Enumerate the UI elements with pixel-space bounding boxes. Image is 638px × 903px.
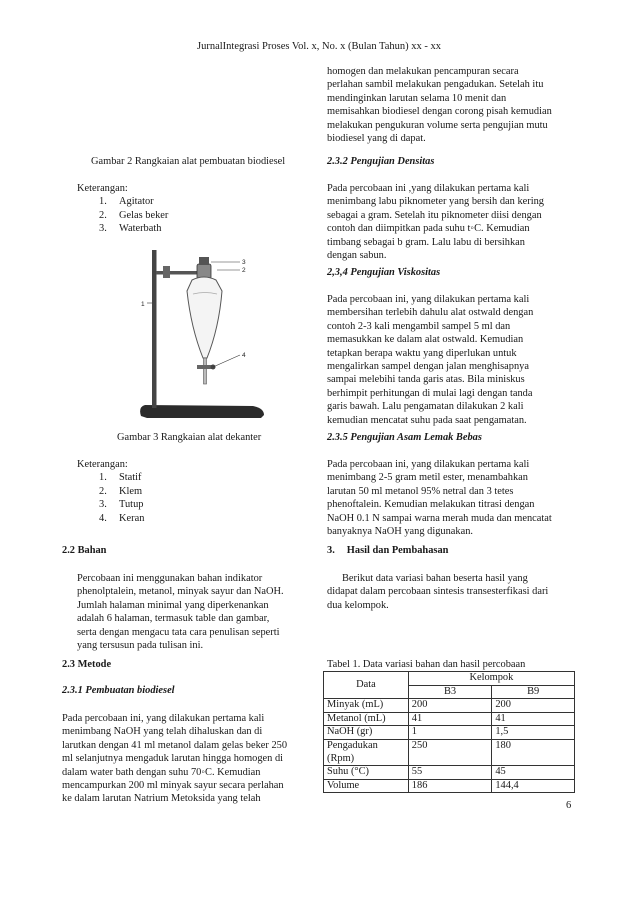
legend-item: 3. Tutup (99, 499, 144, 511)
label-3: 3 (242, 259, 246, 266)
figure-3-caption: Gambar 3 Rangkaian alat dekanter (117, 432, 262, 443)
stand-base (140, 405, 264, 418)
figure-3-legend (77, 458, 144, 525)
legend-item: 1. Agitator (99, 196, 154, 208)
legend-item: 3. Waterbath (99, 223, 162, 235)
table-1-caption: Tabel 1. Data variasi bahan dan hasil percobaan (327, 659, 526, 670)
label-1: 1 (141, 301, 145, 308)
section-heading-hasil (327, 545, 448, 556)
hasil-paragraph: Berikut data variasi bahan beserta hasil yang didapat dalam percobaan sintesis transesterfikasi dari dua kelompok. (327, 573, 549, 611)
stopper (199, 257, 209, 265)
results-table (323, 671, 575, 793)
viskositas-paragraph: Pada percobaan ini, yang dilakukan pertama kali membersihan terlebih dahulu alat ostwald dengan contoh 2-3 kali mengambil sampel 5 ml dan memasukkan ke dalam alat ostwald. Kemudian tetapkan berapa waktu yang diperlukan untuk mengalirkan sampel dengan jalan menghisapnya sampai melebihi tanda garis atas. Bila miniskus berhimpit perhitungan di mulai lagi dengan tanda garis bawah. Lalu pengamatan dilakukan 2 kali kemudian mencatat suhu pada saat pengamatan. (327, 294, 534, 426)
table-row: Volume 186 144,4 (324, 779, 575, 793)
label-2: 2 (242, 267, 246, 274)
table-header-b9: B9 (492, 685, 575, 699)
clamp-boss (163, 266, 170, 278)
asam-lemak-paragraph: Pada percobaan ini, yang dilakukan pertama kali menimbang 2-5 gram metil ester, menambahkan larutan 50 ml metanol 95% netral dan 3 tetes phenoftalein. Kemudian melakukan titrasi dengan NaOH 0.1 N sampai warna merah muda dan mencatat banyaknya NaOH yang digunakan. (327, 459, 552, 538)
section-heading-metode: 2.3 Metode (62, 659, 112, 670)
running-header: JurnalIntegrasi Proses Vol. x, No. x (Bulan Tahun) xx - xx (197, 41, 441, 52)
biodiesel-paragraph-continued: homogen dan melakukan pencampuran secara perlahan sambil melakukan pengadukan. Setelah itu mendinginkan larutan selama 10 menit dan memisahkan biodiesel dengan corong pisah kemudian melakukan pengukuran volume serta pengujian mutu biodiesel yang di dapat. (327, 66, 552, 145)
figure-2-caption: Gambar 2 Rangkaian alat pembuatan biodiesel (91, 156, 286, 167)
funnel-stem (204, 358, 207, 384)
stand-rod (152, 250, 157, 408)
biodiesel-paragraph: Pada percobaan ini, yang dilakukan pertama kali menimbang NaOH yang telah dihaluskan dan di larutkan dengan 41 ml metanol dalam gelas beker 250 ml selanjutnya mengaduk larutan hingga homogen di dalam water bath dengan suhu 70◦C. Kemudian mencampurkan 200 ml minyak sayur secara perlahan ke dalam larutan Natrium Metoksida yang telah (62, 713, 288, 805)
table-header-row (324, 672, 575, 686)
legend-item: 1. Statif (99, 472, 142, 484)
clamp-arm (156, 271, 202, 275)
subsection-heading-viskositas: 2,3,4 Pengujian Viskositas (327, 267, 441, 278)
legend-item: 2. Gelas beker (99, 209, 169, 221)
table-header-data: Data (324, 672, 409, 699)
subsection-heading-asam-lemak: 2.3.5 Pengujian Asam Lemak Bebas (327, 432, 482, 443)
bahan-paragraph: Percobaan ini menggunakan bahan indikator phenolptalein, metanol, minyak sayur dan NaOH. Jumlah halaman minimal yang diperkenankan adalah 6 halaman, termasuk table dan gambar, serta dengan mengacu tata cara penulisan seperti yang tersusun pada tulisan ini. (77, 573, 284, 652)
legend-title: Keterangan: (77, 183, 128, 194)
section-number: 3. (327, 545, 335, 556)
table-row: Suhu (°C) 55 45 (324, 766, 575, 780)
page-number: 6 (566, 800, 572, 811)
section-heading-bahan: 2.2 Bahan (62, 545, 107, 556)
legend-item: 2. Klem (99, 485, 143, 497)
table-row: NaOH (gr) 1 1,5 (324, 726, 575, 740)
separatory-funnel (187, 277, 222, 358)
legend-item: 4. Keran (99, 512, 145, 524)
subsection-heading-biodiesel: 2.3.1 Pembuatan biodiesel (62, 685, 175, 696)
legend-title: Keterangan: (77, 459, 128, 470)
label-4: 4 (242, 352, 246, 359)
table-row: Minyak (mL) 200 200 (324, 699, 575, 713)
table-header-kelompok: Kelompok (408, 672, 574, 686)
decanter-apparatus-figure (135, 244, 270, 426)
section-title: Hasil dan Pembahasan (346, 545, 449, 556)
densitas-paragraph: Pada percobaan ini ,yang dilakukan pertama kali menimbang labu piknometer yang bersih dan kering sebagai a gram. Setelah itu piknometer diisi dengan contoh dan diimpitkan pada suhu t◦C. Kemudian timbang sebagai b gram. Lalu labu di bersihkan dengan sabun. (327, 183, 544, 262)
subsection-heading-densitas: 2.3.2 Pengujian Densitas (327, 156, 435, 167)
table-row: Pengadukan (Rpm) 250 180 (324, 739, 575, 765)
table-header-b3: B3 (408, 685, 492, 699)
table-row: Metanol (mL) 41 41 (324, 712, 575, 726)
figure-2-legend (77, 182, 168, 236)
